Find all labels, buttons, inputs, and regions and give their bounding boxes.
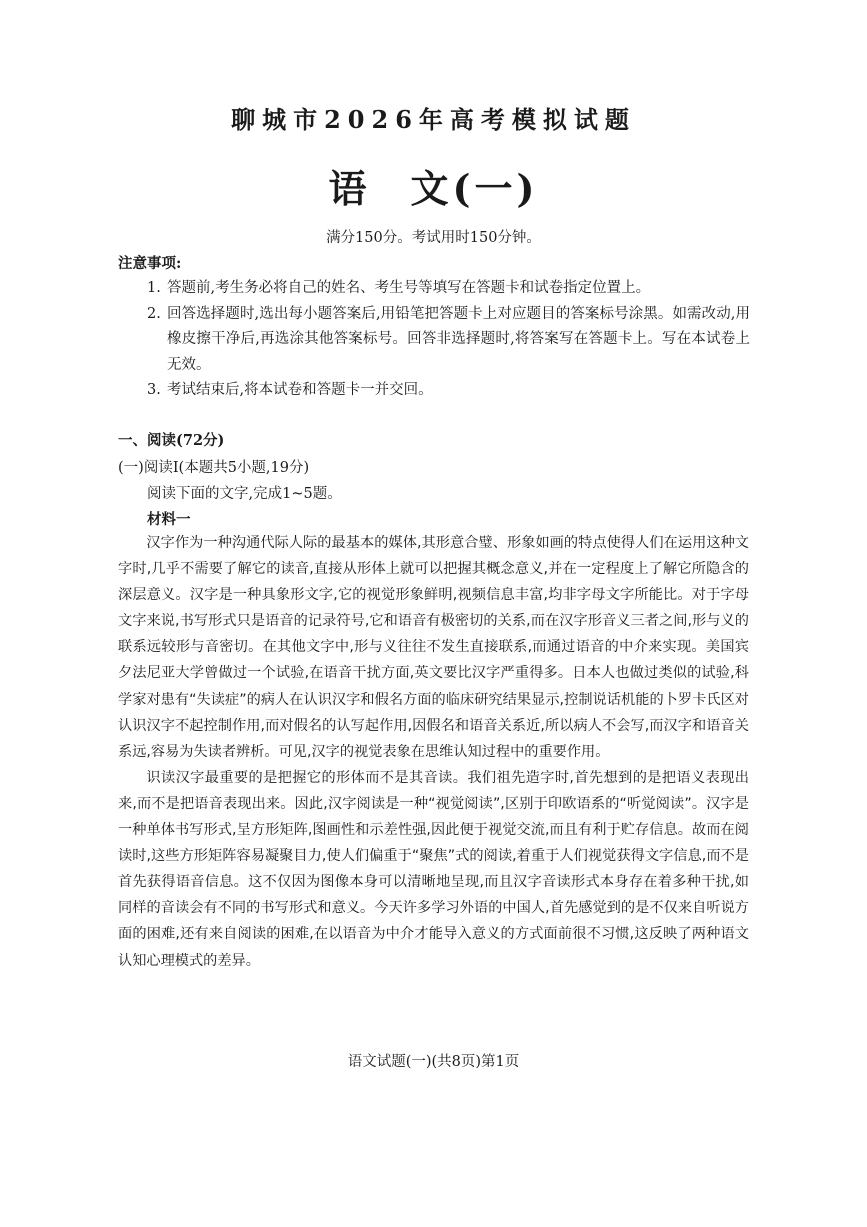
page-footer: 语文试题(一)(共8页)第1页: [347, 1054, 520, 1070]
note-text: 答题前,考生务必将自己的姓名、考生号等填写在答题卡和试卷指定位置上。: [167, 280, 651, 296]
note-item: [147, 302, 750, 379]
notes-heading: 注意事项:: [118, 255, 182, 272]
score-time-line: 满分150分。考试用时150分钟。: [326, 230, 541, 246]
notes-list: [147, 276, 750, 404]
material-body: [118, 530, 749, 974]
note-number: 1.: [147, 280, 161, 296]
body-paragraph: 汉字作为一种沟通代际人际的最基本的媒体,其形意合璧、形象如画的特点使得人们在运用这种文字时,几乎不需要了解它的读音,直接从形体上就可以把握其概念意义,并在一定程度上了解它所隐含的深层意义。汉字是一种具象形文字,它的视觉形象鲜明,视频信息丰富,均非字母文字所能比。对于字母文字来说,书写形式只是语音的记录符号,它和语音有极密切的关系,而在汉字形音义三者之间,形与义的联系远较形与音密切。在其他文字中,形与义往往不发生直接联系,而通过语音的中介来实现。美国宾夕法尼亚大学曾做过一个试验,在语音干扰方面,英文要比汉字严重得多。日本人也做过类似的试验,科学家对患有“失读症”的病人在认识汉字和假名方面的临床研究结果显示,控制说话机能的卜罗卡氏区对认识汉字不起控制作用,而对假名的认写起作用,因假名和语音关系近,所以病人不会写,而汉字和语音关系远,容易为失读者辨析。可见,汉字的视觉表象在思维认知过程中的重要作用。: [118, 535, 749, 760]
exam-title: 聊城市2026年高考模拟试题: [231, 105, 636, 134]
section-heading: 一、阅读(72分): [118, 432, 225, 449]
body-paragraph: 识读汉字最重要的是把握它的形体而不是其音读。我们祖先造字时,首先想到的是把语义表现出来,而不是把语音表现出来。因此,汉字阅读是一种“视觉阅读”,区别于印欧语系的“听觉阅读”。汉字是一种单体书写形式,呈方形矩阵,图画性和示差性强,因此便于视觉交流,而且有利于贮存信息。故而在阅读时,这些方形矩阵容易凝聚目力,使人们偏重于“聚焦”式的阅读,着重于人们视觉获得文字信息,而不是首先获得语音信息。这不仅因为图像本身可以清晰地呈现,而且汉字音读形式本身存在着多种干扰,如同样的音读会有不同的书写形式和意义。今天许多学习外语的中国人,首先感觉到的是不仅来自听说方面的困难,还有来自阅读的困难,在以语音为中介才能导入意义的方式面前很不习惯,这反映了两种语文认知心理模式的差异。: [118, 769, 749, 969]
note-text: 考试结束后,将本试卷和答题卡一并交回。: [167, 382, 433, 398]
reading-instruction: 阅读下面的文字,完成1~5题。: [147, 486, 342, 502]
note-number: 2.: [147, 305, 161, 322]
subject-title-char: 语: [328, 166, 371, 211]
subject-title: [0, 158, 867, 213]
note-item: [147, 378, 750, 404]
note-text: 回答选择题时,选出每小题答案后,用铅笔把答题卡上对应题目的答案标号涂黑。如需改动,用橡皮擦干净后,再选涂其他答案标号。回答非选择题时,将答案写在答题卡上。写在本试卷上无效。: [167, 305, 750, 373]
subsection-heading: (一)阅读Ⅰ(本题共5小题,19分): [118, 460, 310, 476]
note-item: [147, 276, 750, 302]
subject-title-rest: 文(一): [410, 166, 539, 211]
material-label: 材料一: [147, 511, 191, 528]
note-number: 3.: [147, 382, 161, 398]
